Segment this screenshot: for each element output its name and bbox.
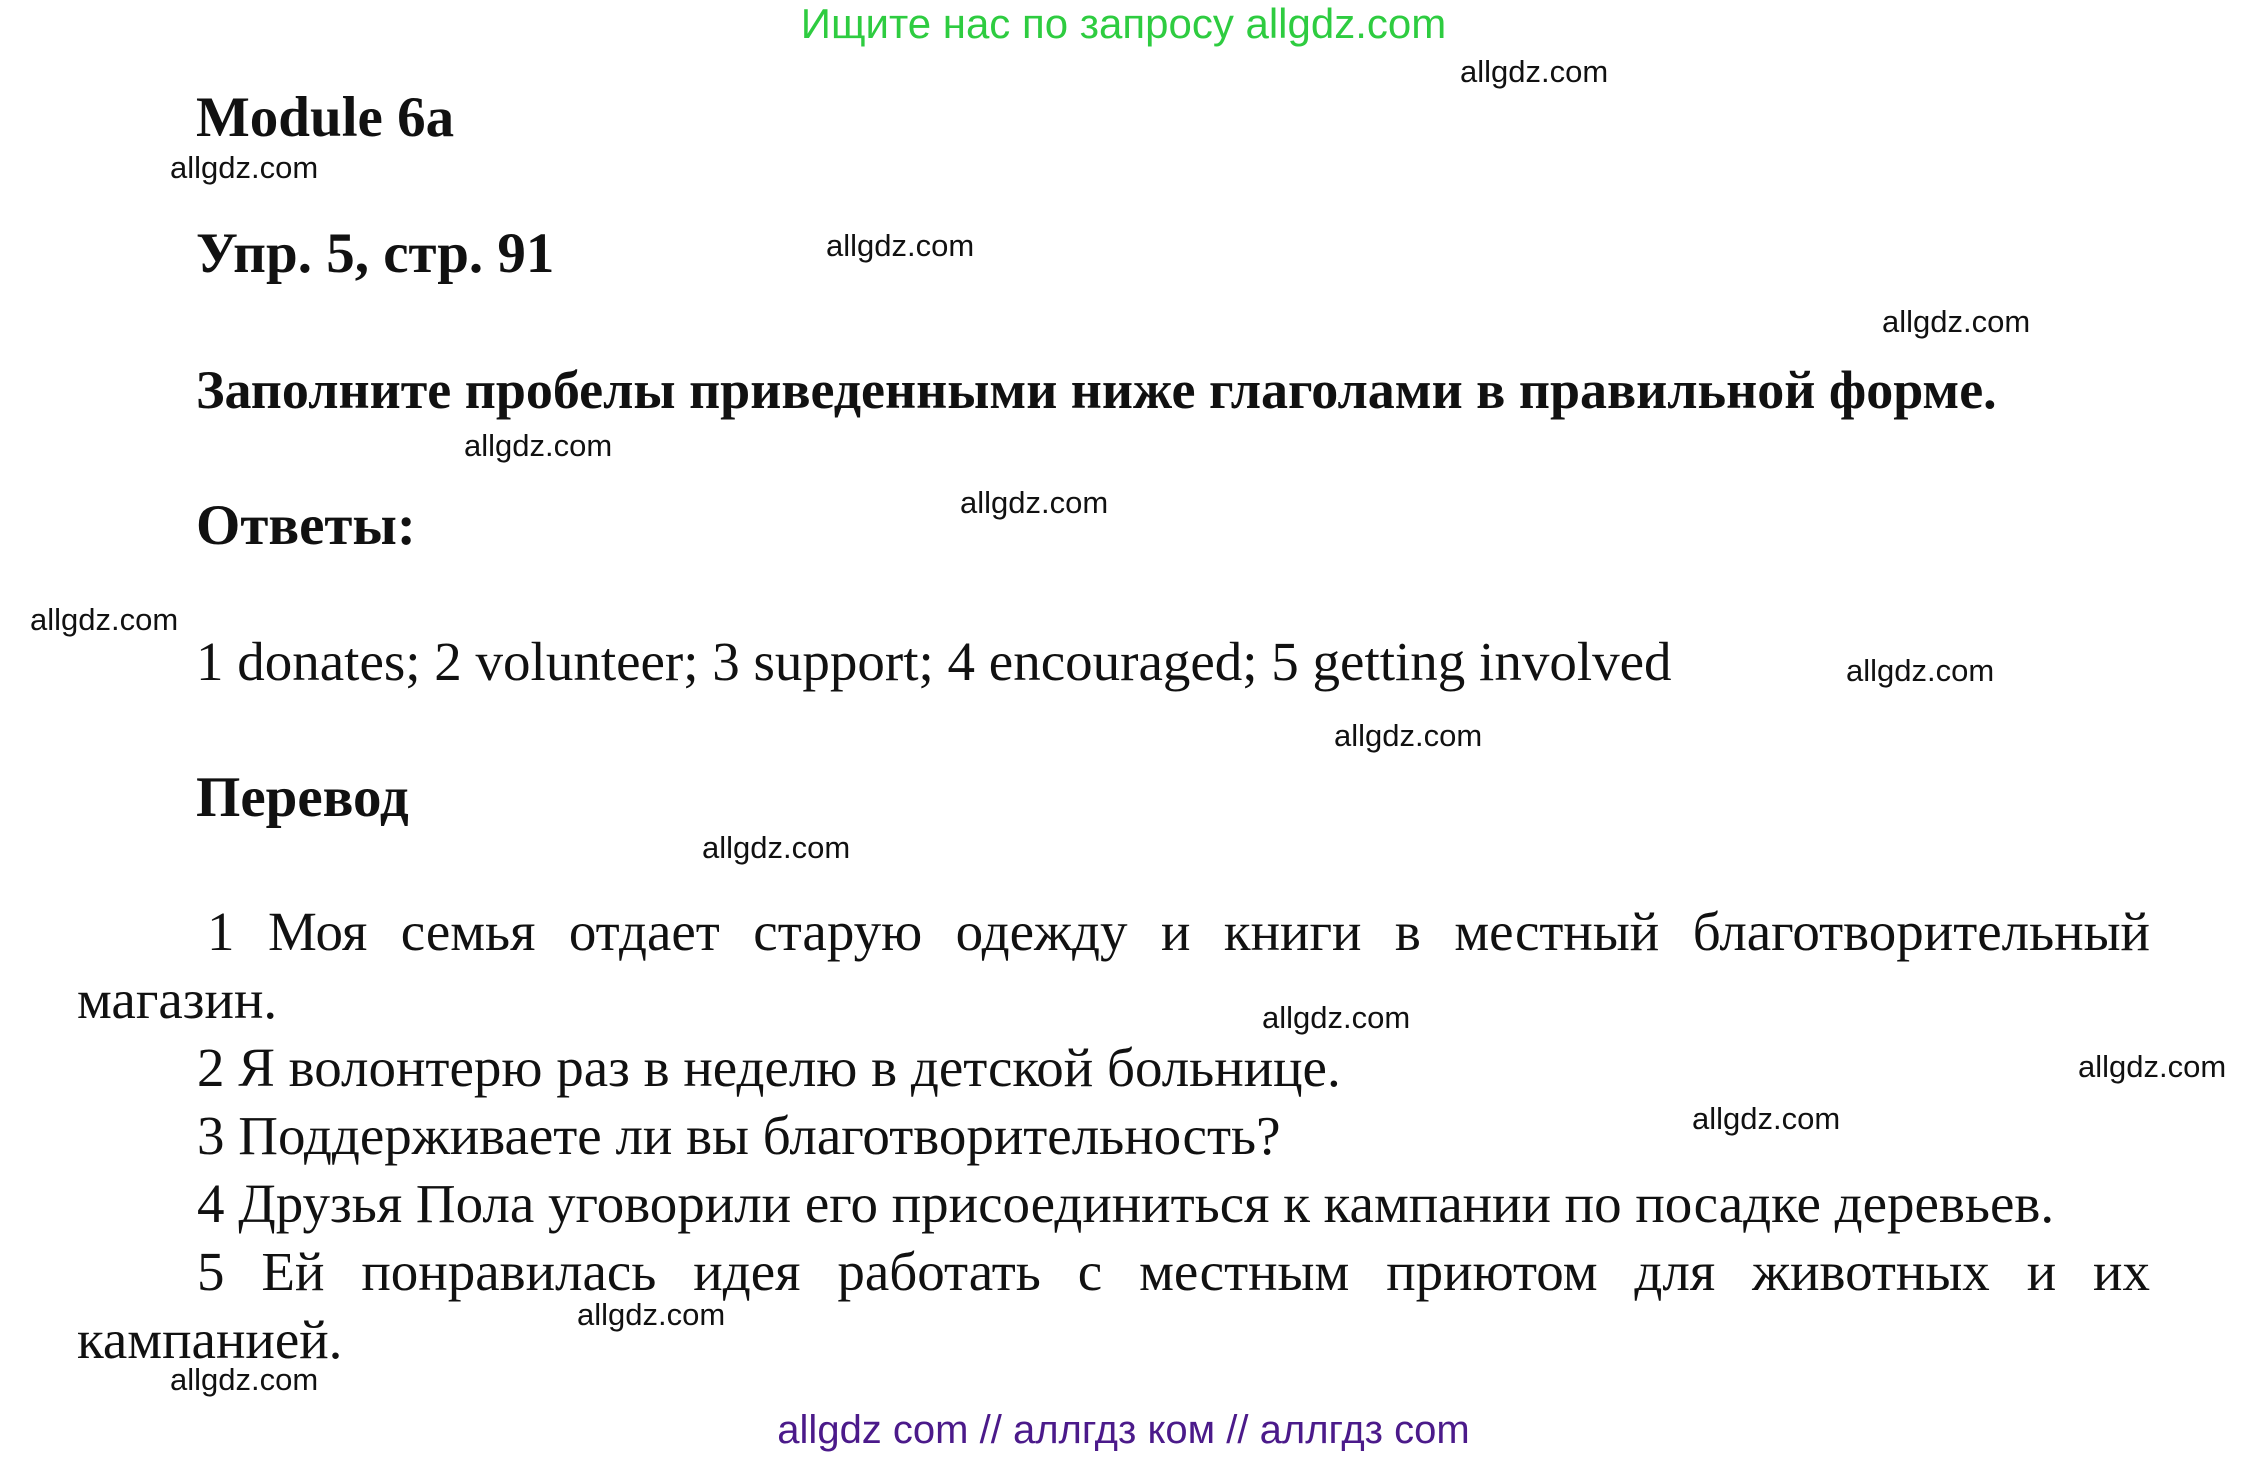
translation-item: 4 Друзья Пола уговорили его присоединиться к кампании по посадке деревьев. [197, 1173, 2055, 1234]
watermark: allgdz.com [960, 485, 1109, 520]
answers-heading: Ответы: [196, 494, 416, 557]
translation-item: 3 Поддерживаете ли вы благотворительность? [197, 1105, 1281, 1166]
translation-item: 5 Ей понравилась идея работать с местным приютом для животных и их кампанией. [77, 1241, 2150, 1370]
watermark: allgdz.com [170, 150, 319, 185]
top-banner: Ищите нас по запросу allgdz.com [800, 0, 1447, 47]
watermark: allgdz.com [2078, 1049, 2227, 1084]
translation-item: 1 Моя семья отдает старую одежду и книги в местный благотворительный магазин. [77, 901, 2150, 1030]
watermark: allgdz.com [1334, 718, 1483, 753]
watermark: allgdz.com [1692, 1101, 1841, 1136]
translation-item: 2 Я волонтерю раз в неделю в детской больнице. [197, 1037, 1341, 1098]
footer-links: allgdz com // аллгдз ком // аллгдз com [777, 1408, 1470, 1452]
watermark: allgdz.com [702, 830, 851, 865]
watermark: allgdz.com [170, 1362, 319, 1397]
exercise-reference: Упр. 5, стр. 91 [196, 222, 555, 285]
translation-heading: Перевод [196, 766, 409, 829]
watermark: allgdz.com [577, 1297, 726, 1332]
watermark: allgdz.com [1262, 1000, 1411, 1035]
answers-line: 1 donates; 2 volunteer; 3 support; 4 encouraged; 5 getting involved [196, 631, 1672, 692]
watermark: allgdz.com [30, 602, 179, 637]
watermark: allgdz.com [464, 428, 613, 463]
module-title: Module 6a [196, 86, 455, 149]
watermark: allgdz.com [1882, 304, 2031, 339]
watermark: allgdz.com [826, 228, 975, 263]
task-instruction: Заполните пробелы приведенными ниже глаголами в правильной форме. [196, 360, 1997, 420]
watermark: allgdz.com [1846, 653, 1995, 688]
watermark: allgdz.com [1460, 54, 1609, 89]
